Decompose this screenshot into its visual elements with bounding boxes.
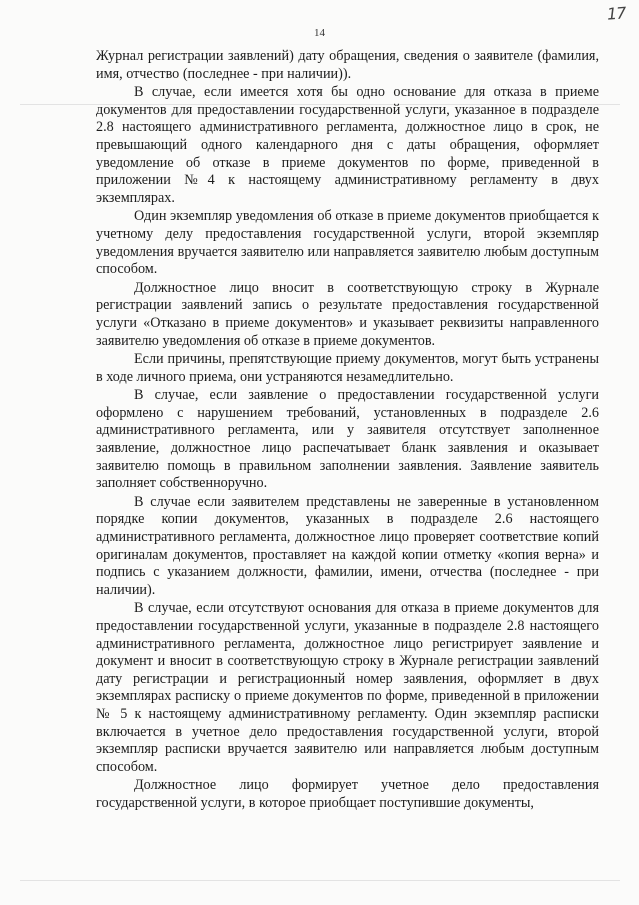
- paragraph-refusal-copies: Один экземпляр уведомления об отказе в приеме документов приобщается к учетному делу предоставления государственной услуги, второй экземпляр уведомления вручается заявителю или направляется заявителю любым доступным способом.: [96, 208, 599, 278]
- paragraph-case-file: Должностное лицо формирует учетное дело предоставления государственной услуги, в которое приобщает поступившие документы,: [96, 777, 599, 811]
- paragraph-document-copies: В случае если заявителем представлены не заверенные в установленном порядке копии документов, указанных в подразделе 2.6 настоящего административного регламента, должностное лицо проверяет соответствие копий оригиналам документов, проставляет на каждой копии отметку «копия верна» и подпись с указанием должности, фамилии, имени, отчества (последнее - при наличии).: [96, 493, 599, 598]
- handwritten-sheet-number: 17: [606, 3, 626, 24]
- page-number: 14: [314, 27, 325, 39]
- scan-artifact-line: [20, 880, 620, 881]
- paragraph-refusal-grounds: В случае, если имеется хотя бы одно основание для отказа в приеме документов для предоставлении государственной услуги, указанное в подразделе 2.8 настоящего административного регламента, должностное лицо в срок, не превышающий одного календарного дня с даты обращения, оформляет уведомление об отказе в приеме документов по форме, приведенной в приложении №4 к настоящему административному регламенту в двух экземплярах.: [96, 84, 599, 206]
- paragraph-registration: В случае, если отсутствуют основания для отказа в приеме документов для предоставлении государственной услуги, указанные в подразделе 2.8 настоящего административного регламента, должностное лицо регистрирует заявление и документ и вносит в соответствующую строку в Журнале регистрации заявлений дату регистрации и регистрационный номер заявления, оформляет в двух экземплярах расписку о приеме документов по форме, приведенной в приложении № 5 к настоящему административному регламенту. Один экземпляр расписки включается в учетное дело предоставления государственной услуги, второй экземпляр расписки вручается заявителю или направляется любым доступным способом.: [96, 600, 599, 775]
- paragraph-application-form: В случае, если заявление о предоставлении государственной услуги оформлено с нарушением требований, установленных в подразделе 2.6 административного регламента, или у заявителя отсутствует заполненное заявление, должностное лицо распечатывает бланк заявления и оказывает заявителю помощь в правильном заполнении заявления. Заявление заявитель заполняет собственноручно.: [96, 387, 599, 492]
- paragraph-journal-entry: Должностное лицо вносит в соответствующую строку в Журнале регистрации заявлений запись о результате предоставления государственной услуги «Отказано в приеме документов» и указывает реквизиты направленного заявителю уведомления об отказе в приеме документов.: [96, 279, 599, 349]
- document-body: [96, 48, 599, 813]
- paragraph-immediate-fix: Если причины, препятствующие приему документов, могут быть устранены в ходе личного приема, они устраняются незамедлительно.: [96, 351, 599, 385]
- paragraph-continuation: Журнал регистрации заявлений) дату обращения, сведения о заявителе (фамилия, имя, отчество (последнее - при наличии)).: [96, 48, 599, 82]
